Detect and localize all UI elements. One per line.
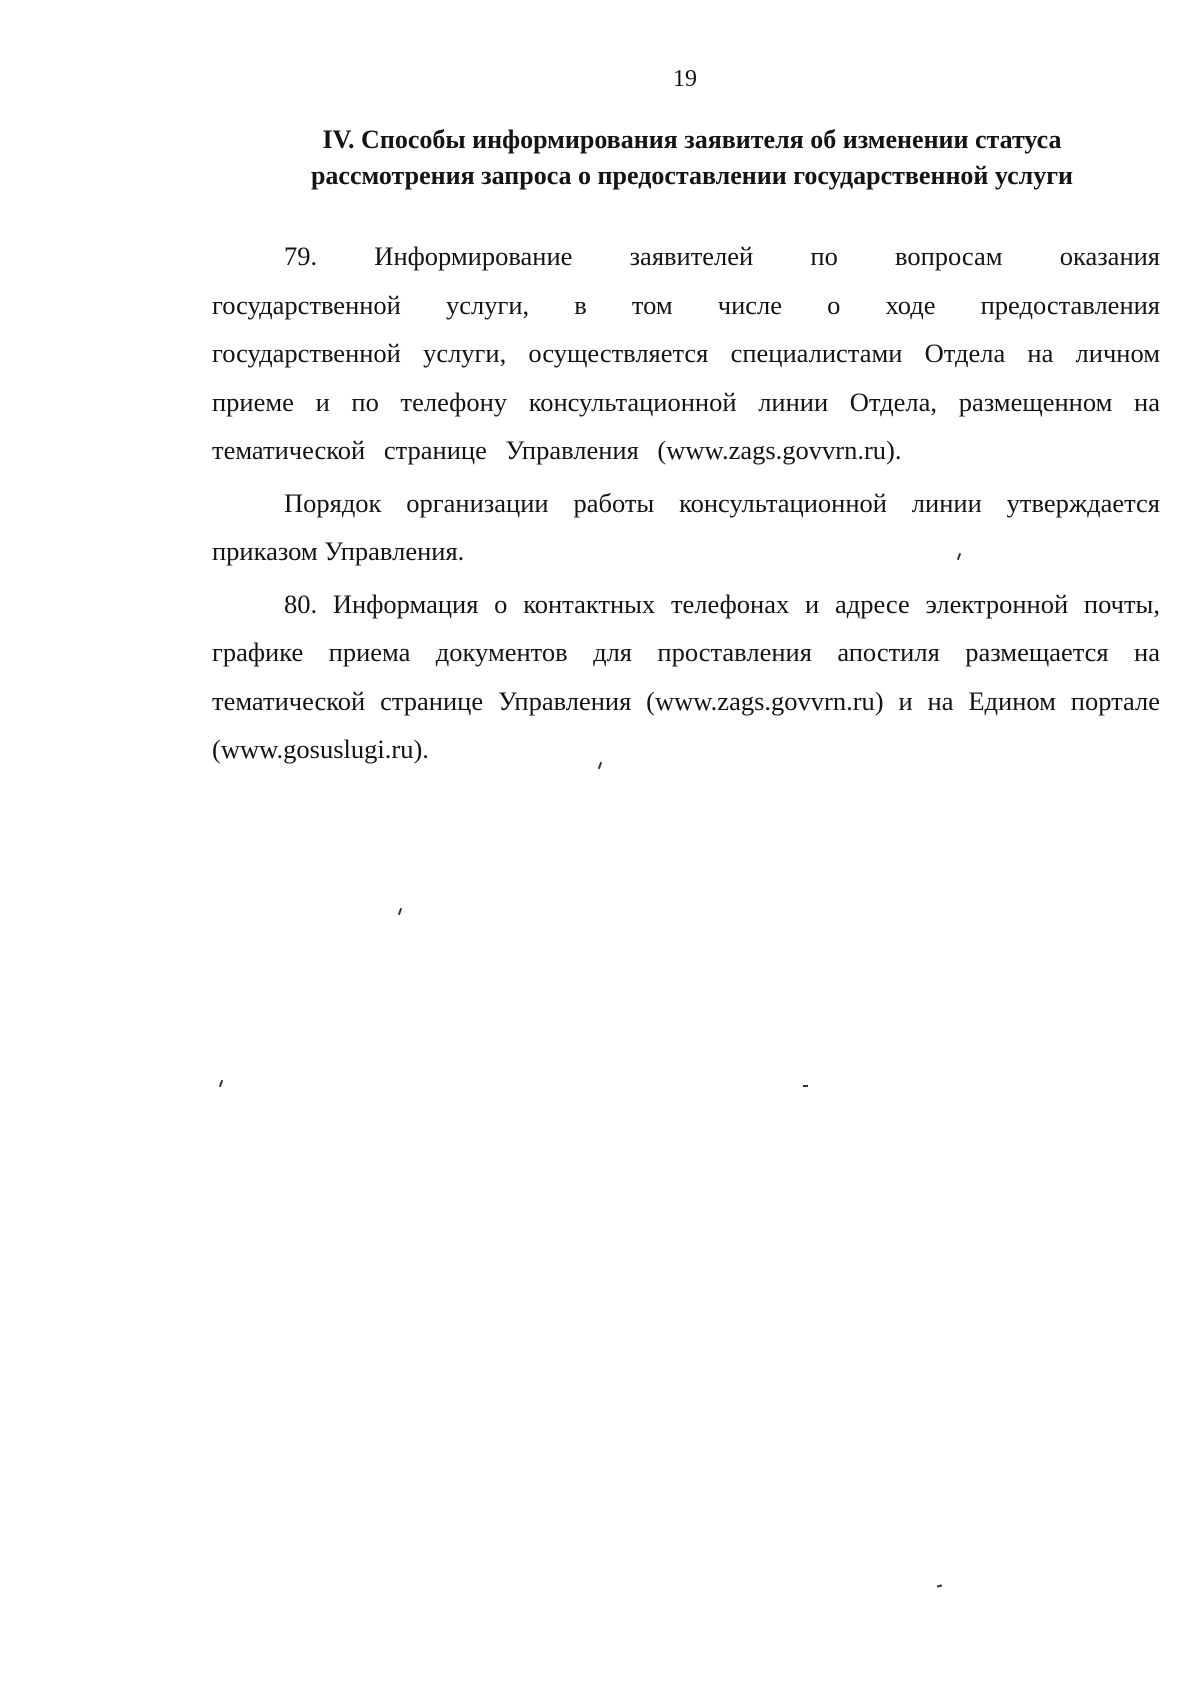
scan-speck [803,1085,808,1087]
scan-speck [219,1080,223,1087]
page-number: 19 [673,66,697,92]
document-body [212,232,1160,774]
section-heading-line-1: IV. Способы информирования заявителя об изменении статуса [322,125,1062,154]
paragraph-hotline-order: Порядок организации работы консультационной линии утверждается приказом Управления. [212,487,1160,566]
scan-speck [937,1584,942,1587]
paragraph-79: 79. Информирование заявителей по вопросам оказания государственной услуги, в том числе о ходе предоставления государственной услуги, осуществляется специалистами Отдела на личном приеме и по телефону консультационной линии Отдела, размещенном на тематической странице Управления (www.zags.govvrn.ru). [212,241,1160,465]
section-heading [262,122,1122,194]
section-heading-line-2: рассмотрения запроса о предоставлении государственной услуги [310,161,1074,190]
scan-speck [398,908,402,915]
paragraph-80: 80. Информация о контактных телефонах и адресе электронной почты, графике приема документов для проставления апостиля размещается на тематической странице Управления (www.zags.govvrn.ru) и на Едином портале (www.gosuslugi.ru). [212,588,1160,764]
